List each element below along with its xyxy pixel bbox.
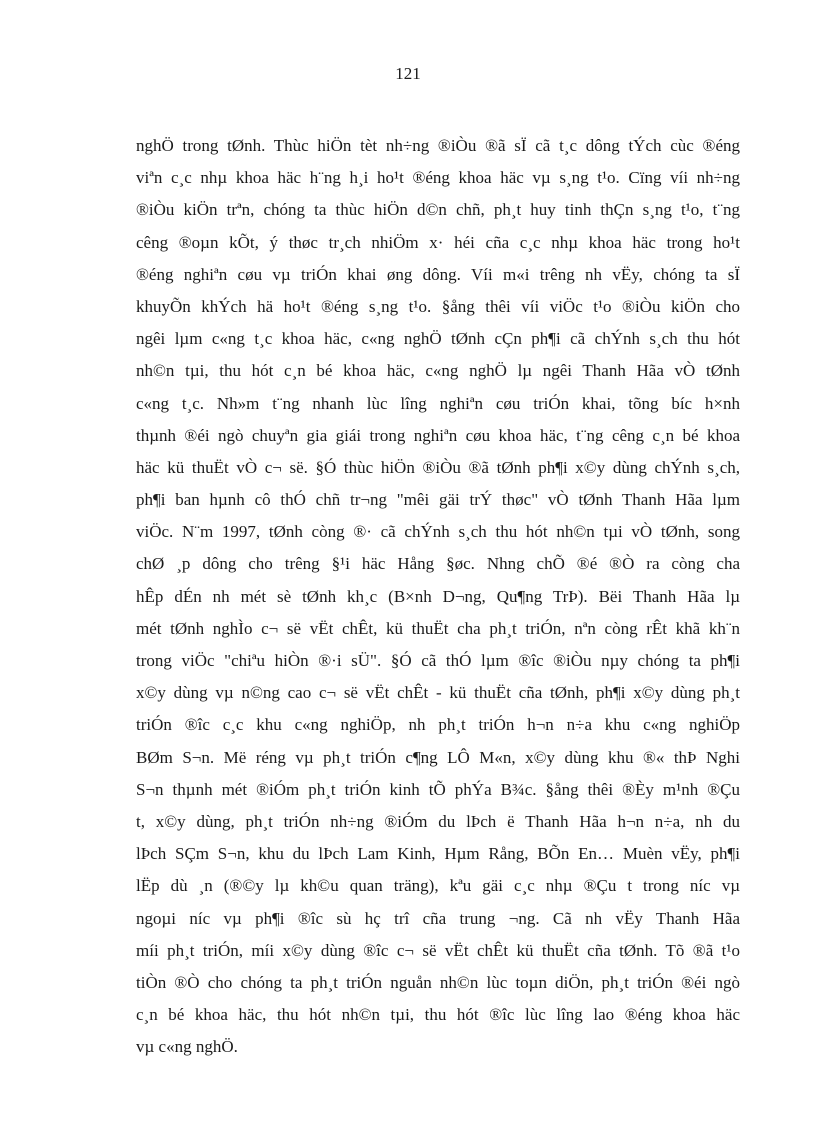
text-line: nh©n tµi, thu hót c¸n bé khoa häc, c«ng nghÖ lµ ngêi Thanh Hãa vÒ tØnh bbox=[136, 361, 740, 381]
text-line: BØm S¬n. Më réng vµ ph¸t triÓn c¶ng LÔ M«n, x©y dùng khu ®« thÞ Nghi bbox=[136, 747, 740, 767]
text-line: trong viÖc "chiªu hiÒn ®·i sÜ". §Ó cã thÓ lµm ®îc ®iÒu nµy chóng ta ph¶i bbox=[136, 651, 740, 670]
text-line: hÊp dÉn nh mét sè tØnh kh¸c (B×nh D¬ng, Qu¶ng TrÞ). Bëi Thanh Hãa lµ bbox=[136, 586, 740, 606]
text-line: chØ ¸p dông cho trêng §¹i häc Hång §øc. Nhng chÕ ®é ®Ò ra còng cha bbox=[136, 554, 740, 574]
text-line: ngoµi níc vµ ph¶i ®îc sù hç trî cña trung ¬ng. Cã nh vËy Thanh Hãa bbox=[136, 908, 740, 928]
text-line: cêng ®oµn kÕt, ý thøc tr¸ch nhiÖm x· héi cña c¸c nhµ khoa häc trong ho¹t bbox=[136, 232, 740, 252]
text-line: vµ c«ng nghÖ. bbox=[136, 1037, 238, 1057]
page-number: 121 bbox=[395, 64, 421, 83]
text-line: nghÖ trong tØnh. Thùc hiÖn tèt nh÷ng ®iÒu ®ã sÏ cã t¸c dông tÝch cùc ®éng bbox=[136, 136, 740, 155]
text-line: ph¶i ban hµnh cô thÓ chñ tr¬ng "mêi gäi trÝ thøc" vÒ tØnh Thanh Hãa lµm bbox=[136, 490, 740, 510]
body-paragraph bbox=[136, 130, 740, 1063]
text-line: viªn c¸c nhµ khoa häc h¨ng h¸i ho¹t ®éng khoa häc vµ s¸ng t¹o. Cïng víi nh÷ng bbox=[136, 168, 740, 188]
text-line: tiÒn ®Ò cho chóng ta ph¸t triÓn nguån nh©n lùc toµn diÖn, ph¸t triÓn ®éi ngò bbox=[136, 972, 740, 992]
text-line: khuyÕn khÝch hä ho¹t ®éng s¸ng t¹o. §ång thêi víi viÖc t¹o ®iÒu kiÖn cho bbox=[136, 296, 740, 316]
text-line: mét tØnh nghÌo c¬ së vËt chÊt, kü thuËt cha ph¸t triÓn, nªn còng rÊt khã kh¨n bbox=[136, 618, 740, 638]
text-line: lËp dù ¸n (®©y lµ kh©u quan träng), kªu gäi c¸c nhµ ®Çu t trong níc vµ bbox=[136, 876, 740, 896]
text-line: thµnh ®éi ngò chuyªn gia giái trong nghiªn cøu khoa häc, t¨ng cêng c¸n bé khoa bbox=[136, 425, 740, 445]
text-line: c«ng t¸c. Nh»m t¨ng nhanh lùc lîng nghiªn cøu triÓn khai, tõng bíc h×nh bbox=[136, 393, 740, 413]
text-line: c¸n bé khoa häc, thu hót nh©n tµi, thu hót ®îc lùc lîng lao ®éng khoa häc bbox=[136, 1005, 740, 1025]
text-line: t, x©y dùng, ph¸t triÓn nh÷ng ®iÓm du lÞch ë Thanh Hãa h¬n n÷a, nh du bbox=[136, 811, 740, 831]
text-line: míi ph¸t triÓn, míi x©y dùng ®îc c¬ së vËt chÊt kü thuËt cña tØnh. Tõ ®ã t¹o bbox=[136, 940, 740, 960]
text-line: ngêi lµm c«ng t¸c khoa häc, c«ng nghÖ tØnh cÇn ph¶i cã chÝnh s¸ch thu hót bbox=[136, 329, 740, 349]
text-line: ®éng nghiªn cøu vµ triÓn khai øng dông. Víi m«i trêng nh vËy, chóng ta sÏ bbox=[136, 264, 740, 284]
text-line: x©y dùng vµ n©ng cao c¬ së vËt chÊt - kü thuËt cña tØnh, ph¶i x©y dùng ph¸t bbox=[136, 683, 740, 703]
text-line: ®iÒu kiÖn trªn, chóng ta thùc hiÖn d©n chñ, ph¸t huy tinh thÇn s¸ng t¹o, t¨ng bbox=[136, 200, 740, 220]
text-line: triÓn ®îc c¸c khu c«ng nghiÖp, nh ph¸t triÓn h¬n n÷a khu c«ng nghiÖp bbox=[136, 715, 740, 735]
text-line: viÖc. N¨m 1997, tØnh còng ®· cã chÝnh s¸ch thu hót nh©n tµi vÒ tØnh, song bbox=[136, 522, 740, 542]
text-line: S¬n thµnh mét ®iÓm ph¸t triÓn kinh tÕ phÝa B¾c. §ång thêi ®Èy m¹nh ®Çu bbox=[136, 779, 740, 799]
text-line: häc kü thuËt vÒ c¬ së. §Ó thùc hiÖn ®iÒu ®ã tØnh ph¶i x©y dùng chÝnh s¸ch, bbox=[136, 457, 740, 477]
text-line: lÞch SÇm S¬n, khu du lÞch Lam Kinh, Hµm Rång, BÕn En… Muèn vËy, ph¶i bbox=[136, 844, 740, 864]
